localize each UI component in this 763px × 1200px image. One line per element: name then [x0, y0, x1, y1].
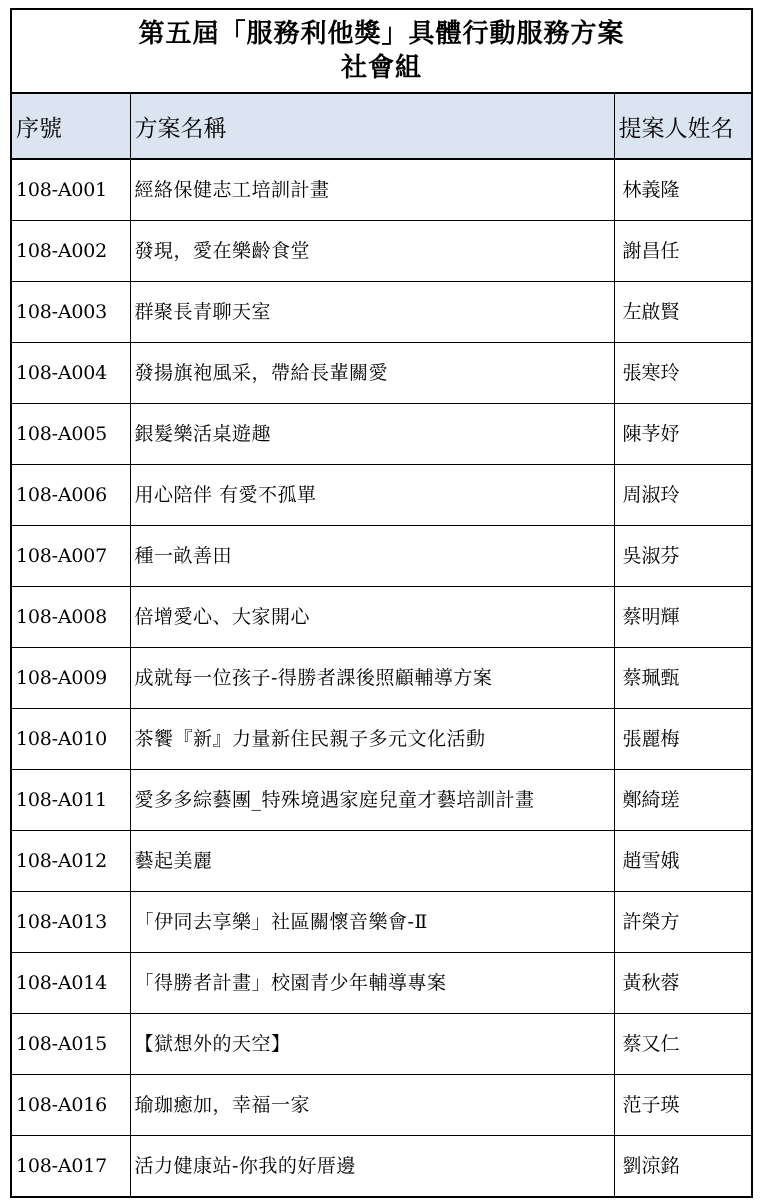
award-table-sheet	[10, 8, 753, 1198]
serial-number-cell: 108-A008	[12, 587, 130, 648]
table-row	[12, 1014, 751, 1075]
proposer-name-cell: 左啟賢	[614, 282, 751, 343]
table-row	[12, 159, 751, 221]
serial-number-cell: 108-A009	[12, 648, 130, 709]
proposal-name-cell: 群聚長青聊天室	[130, 282, 614, 343]
serial-number-cell: 108-A016	[12, 1075, 130, 1136]
proposer-name-cell: 范子瑛	[614, 1075, 751, 1136]
table-row	[12, 709, 751, 770]
title-block	[12, 10, 751, 94]
table-row	[12, 526, 751, 587]
proposer-name-cell: 林義隆	[614, 159, 751, 221]
serial-number-cell: 108-A003	[12, 282, 130, 343]
table-row	[12, 770, 751, 831]
document-subtitle: 社會組	[340, 53, 422, 83]
serial-number-cell: 108-A004	[12, 343, 130, 404]
serial-number-cell: 108-A007	[12, 526, 130, 587]
proposer-name-cell: 張寒玲	[614, 343, 751, 404]
proposal-table	[12, 94, 751, 1196]
proposer-name-cell: 黃秋蓉	[614, 953, 751, 1014]
proposal-name-cell: 種一畝善田	[130, 526, 614, 587]
proposal-name-cell: 愛多多綜藝團_特殊境遇家庭兒童才藝培訓計畫	[130, 770, 614, 831]
proposal-name-cell: 「伊同去享樂」社區關懷音樂會-Ⅱ	[130, 892, 614, 953]
table-row	[12, 892, 751, 953]
proposal-name-cell: 發現，愛在樂齡食堂	[130, 221, 614, 282]
header-proposer-name: 提案人姓名	[614, 94, 751, 159]
table-row	[12, 648, 751, 709]
serial-number-cell: 108-A014	[12, 953, 130, 1014]
proposal-name-cell: 成就每一位孩子-得勝者課後照顧輔導方案	[130, 648, 614, 709]
proposer-name-cell: 蔡珮甄	[614, 648, 751, 709]
proposer-name-cell: 鄭綺瑳	[614, 770, 751, 831]
proposal-name-cell: 經絡保健志工培訓計畫	[130, 159, 614, 221]
proposal-name-cell: 發揚旗袍風采，帶給長輩關愛	[130, 343, 614, 404]
table-row	[12, 953, 751, 1014]
table-row	[12, 282, 751, 343]
proposer-name-cell: 陳芧妤	[614, 404, 751, 465]
serial-number-cell: 108-A002	[12, 221, 130, 282]
serial-number-cell: 108-A017	[12, 1136, 130, 1197]
table-row	[12, 1075, 751, 1136]
table-row	[12, 404, 751, 465]
proposal-name-cell: 瑜珈癒加，幸福一家	[130, 1075, 614, 1136]
serial-number-cell: 108-A001	[12, 159, 130, 221]
table-header-row	[12, 94, 751, 159]
serial-number-cell: 108-A013	[12, 892, 130, 953]
proposal-name-cell: 用心陪伴 有愛不孤單	[130, 465, 614, 526]
table-row	[12, 831, 751, 892]
serial-number-cell: 108-A015	[12, 1014, 130, 1075]
table-row	[12, 587, 751, 648]
proposer-name-cell: 許榮方	[614, 892, 751, 953]
table-row	[12, 465, 751, 526]
proposer-name-cell: 周淑玲	[614, 465, 751, 526]
proposer-name-cell: 劉涼銘	[614, 1136, 751, 1197]
proposer-name-cell: 蔡明輝	[614, 587, 751, 648]
serial-number-cell: 108-A011	[12, 770, 130, 831]
proposal-name-cell: 「得勝者計畫」校園青少年輔導專案	[130, 953, 614, 1014]
header-proposal-name: 方案名稱	[130, 94, 614, 159]
proposal-name-cell: 茶饗『新』力量新住民親子多元文化活動	[130, 709, 614, 770]
proposer-name-cell: 張麗梅	[614, 709, 751, 770]
serial-number-cell: 108-A006	[12, 465, 130, 526]
proposal-name-cell: 藝起美麗	[130, 831, 614, 892]
document-title: 第五屆「服務利他獎」具體行動服務方案	[138, 19, 625, 49]
table-row	[12, 343, 751, 404]
serial-number-cell: 108-A005	[12, 404, 130, 465]
serial-number-cell: 108-A010	[12, 709, 130, 770]
table-row	[12, 1136, 751, 1197]
proposal-name-cell: 倍增愛心、大家開心	[130, 587, 614, 648]
proposal-name-cell: 【獄想外的天空】	[130, 1014, 614, 1075]
table-body	[12, 159, 751, 1196]
proposal-name-cell: 銀髮樂活桌遊趣	[130, 404, 614, 465]
header-serial-number: 序號	[12, 94, 130, 159]
table-row	[12, 221, 751, 282]
serial-number-cell: 108-A012	[12, 831, 130, 892]
proposer-name-cell: 謝昌任	[614, 221, 751, 282]
proposer-name-cell: 趙雪娥	[614, 831, 751, 892]
proposer-name-cell: 吳淑芬	[614, 526, 751, 587]
proposal-name-cell: 活力健康站-你我的好厝邊	[130, 1136, 614, 1197]
proposer-name-cell: 蔡又仁	[614, 1014, 751, 1075]
